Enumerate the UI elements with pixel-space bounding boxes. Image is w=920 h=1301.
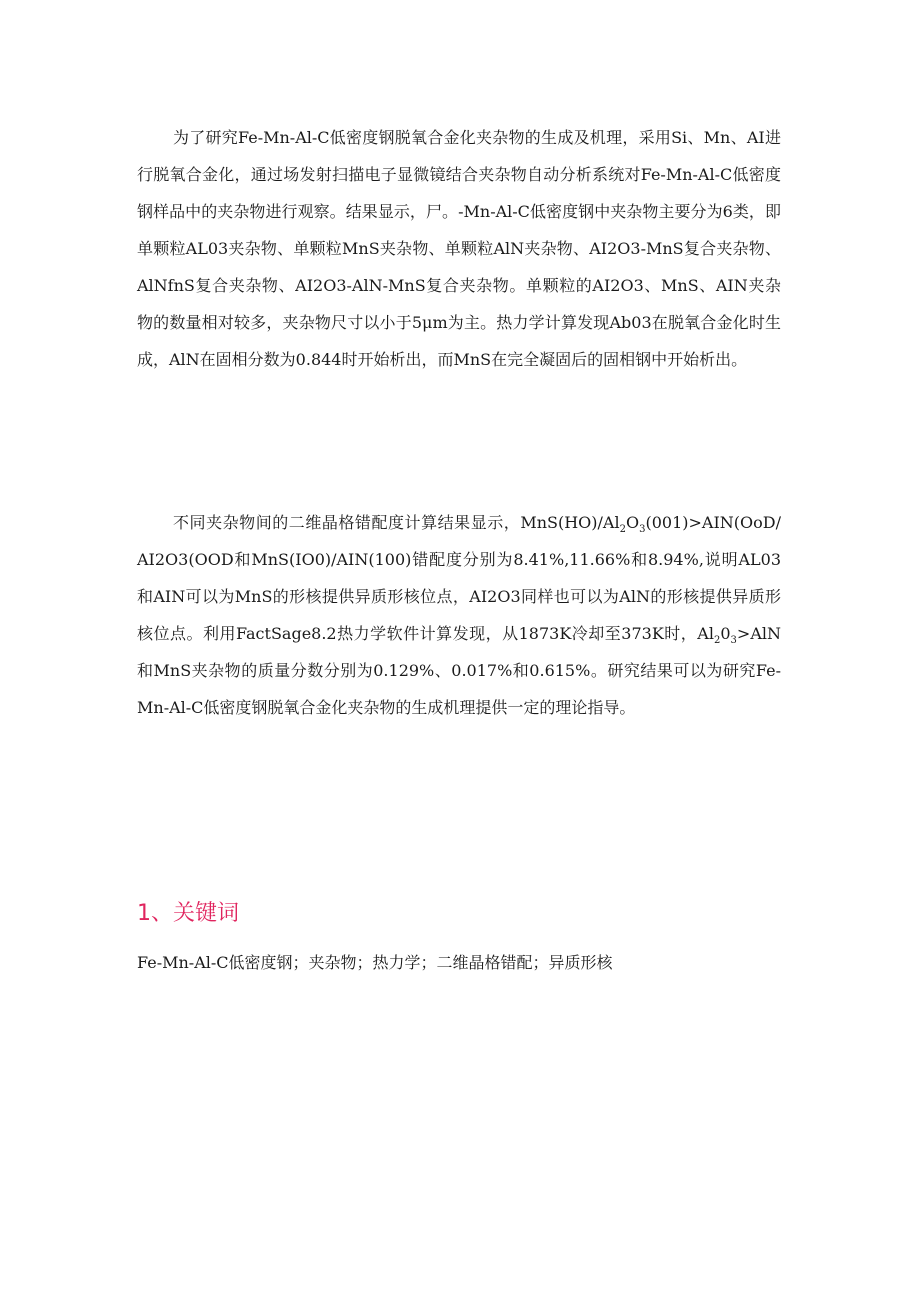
- text-run: >AlN和MnS夹杂物的质量分数分别为0.129%、0.017%和0.615%。研究结果可以为研究Fe-Mn-Al-C低密度钢脱氧合金化夹杂物的生成机理提供一定的理论指导。: [137, 624, 781, 717]
- subscript: 2: [619, 524, 626, 536]
- subscript: 2: [713, 635, 721, 647]
- keywords-list: Fe-Mn-Al-C低密度钢；夹杂物；热力学；二维晶格错配；异质形核: [137, 953, 613, 972]
- text-run: O: [625, 513, 640, 532]
- paragraph-text: 为了研究Fe-Mn-Al-C低密度钢脱氧合金化夹杂物的生成及机理，采用Si、Mn、AI进行脱氧合金化，通过场发射扫描电子显微镜结合夹杂物自动分析系统对Fe-Mn-Al-C低密度钢样品中的夹杂物进行观察。结果显示，尸。-Mn-Al-C低密度钢中夹杂物主要分为6类，即单颗粒AL03夹杂物、单颗粒MnS夹杂物、单颗粒AlN夹杂物、AI2O3-MnS复合夹杂物、AlNfnS复合夹杂物、AI2O3-AlN-MnS复合夹杂物。单颗粒的AI2O3、MnS、AIN夹杂物的数量相对较多，夹杂物尺寸以小于5μm为主。热力学计算发现Ab03在脱氧合金化时生成，AlN在固相分数为0.844时开始析出，而MnS在完全凝固后的固相钢中开始析出。: [137, 128, 781, 369]
- subscript: 3: [730, 635, 737, 647]
- subscript: 3: [639, 524, 646, 536]
- text-run: 0: [720, 624, 731, 643]
- abstract-paragraph-1: [137, 119, 781, 378]
- section-heading-keywords: 1、关键词: [137, 901, 239, 926]
- paragraph-text: [137, 504, 781, 726]
- text-run: 不同夹杂物间的二维晶格错配度计算结果显示，MnS(HO)/Al: [173, 513, 620, 532]
- abstract-paragraph-2: [137, 504, 781, 726]
- text-run: (001)>AIN(OoD∕AI2O3(OOD和MnS(IO0)/AIN(100)错配度分别为8.41%,11.66%和8.94%,说明AL03和AIN可以为MnS的形核提供异质形核位点，AI2O3同样也可以为AlN的形核提供异质形核位点。利用FactSage8.2热力学软件计算发现，从1873K冷却至373K时，Al: [137, 513, 781, 643]
